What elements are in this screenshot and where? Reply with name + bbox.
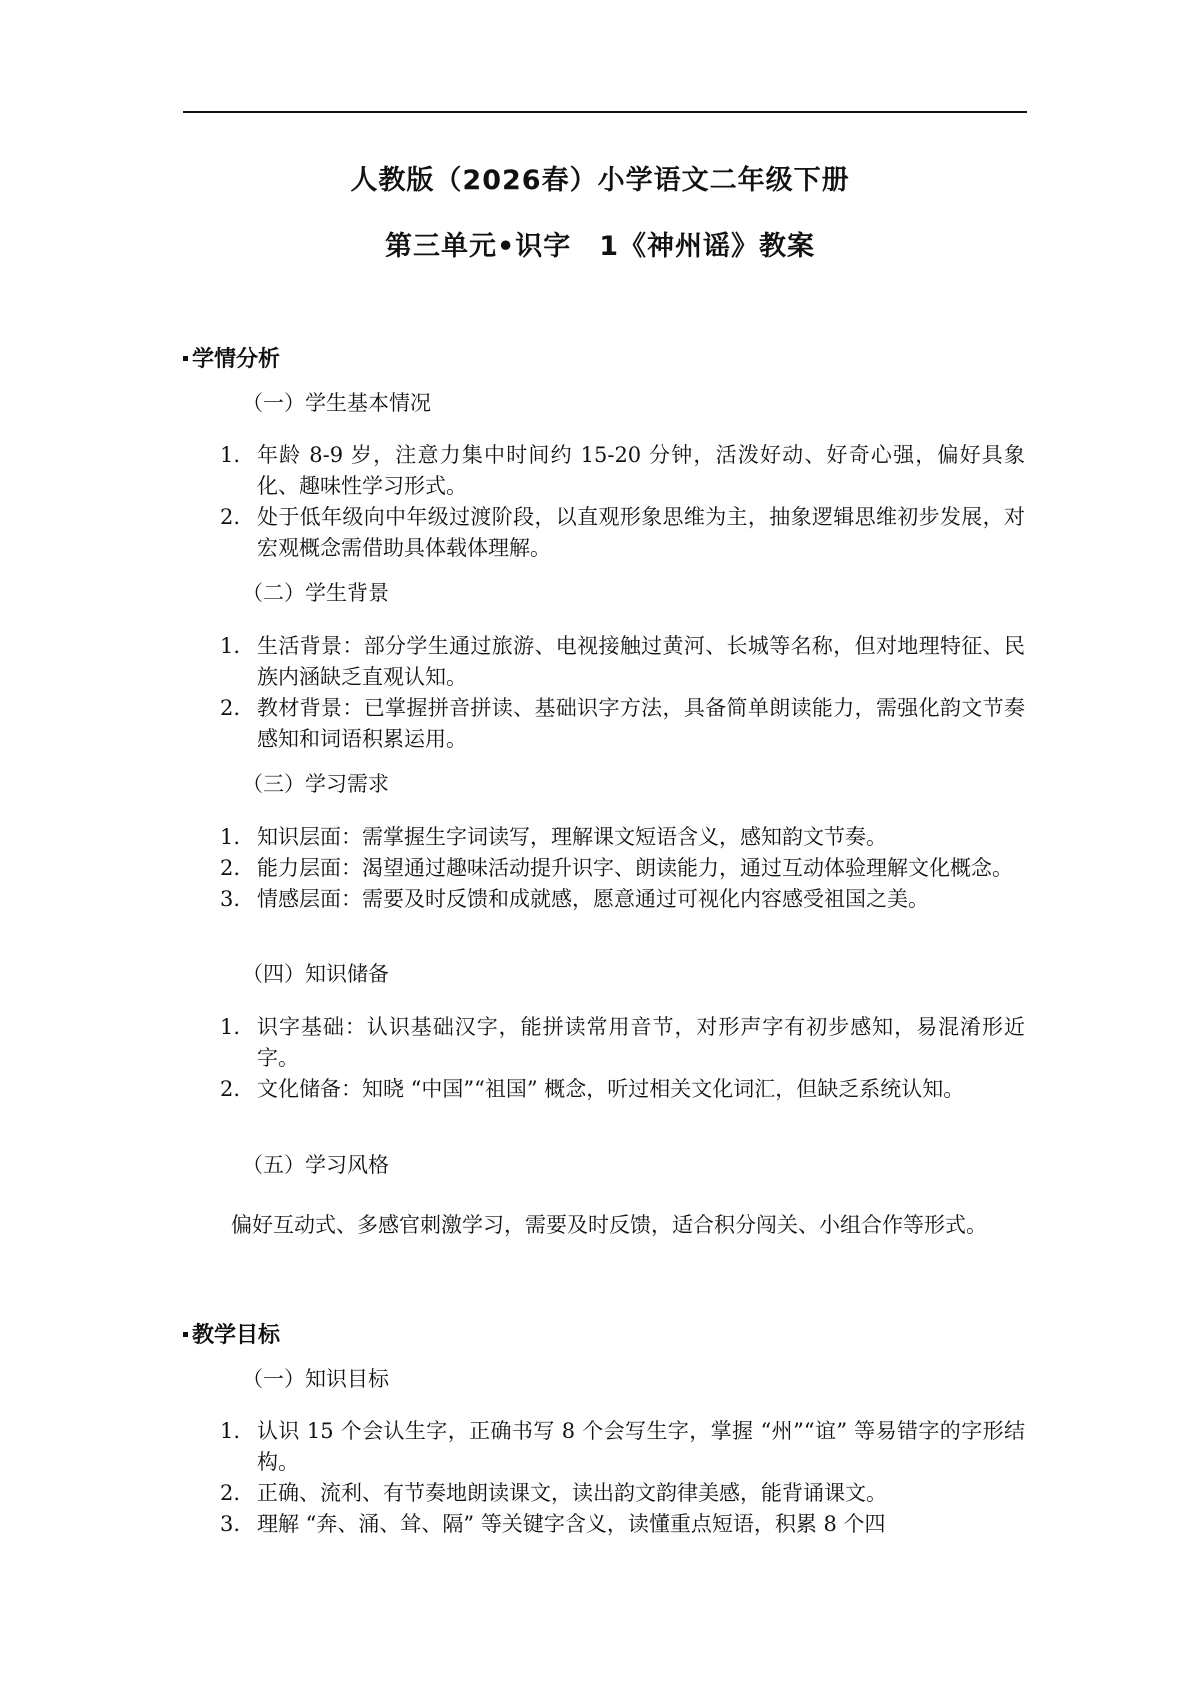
numbered-list: [220, 1012, 1025, 1105]
list-item-text: 认识 15 个会认生字，正确书写 8 个会写生字，掌握 “州”“谊” 等易错字的字形结构。: [257, 1419, 1025, 1474]
paragraph: 偏好互动式、多感官刺激学习，需要及时反馈，适合积分闯关、小组合作等形式。: [231, 1213, 987, 1237]
list-item: [220, 1509, 1025, 1540]
list-number: 1.: [220, 825, 241, 849]
list-number: 2.: [220, 1481, 241, 1505]
numbered-list: [220, 631, 1025, 755]
list-item: [220, 884, 1025, 915]
list-item-text: 年龄 8-9 岁，注意力集中时间约 15-20 分钟，活泼好动、好奇心强，偏好具象化、趣味性学习形式。: [257, 443, 1025, 498]
list-item: [220, 1074, 1025, 1105]
numbered-list: [220, 822, 1025, 915]
list-number: 2.: [220, 696, 241, 720]
list-item-text: 处于低年级向中年级过渡阶段，以直观形象思维为主，抽象逻辑思维初步发展，对宏观概念需借助具体载体理解。: [257, 505, 1025, 560]
document-title: 人教版（2026春）小学语文二年级下册: [350, 165, 850, 196]
subsection-title: （五）学习风格: [242, 1153, 389, 1177]
list-item: [220, 631, 1025, 693]
subsection-title: （一）知识目标: [242, 1367, 389, 1391]
section-heading-text: 教学目标: [192, 1323, 281, 1348]
list-item-text: 知识层面：需掌握生字词读写，理解课文短语含义，感知韵文节奏。: [257, 825, 887, 849]
section-heading-text: 学情分析: [192, 347, 281, 372]
section-heading-goals: [183, 1318, 280, 1349]
list-item: [220, 693, 1025, 755]
subsection-title: （三）学习需求: [242, 772, 389, 796]
list-number: 3.: [220, 887, 241, 911]
list-number: 2.: [220, 505, 241, 529]
list-item: [220, 502, 1025, 564]
list-item: [220, 853, 1025, 884]
list-item-text: 正确、流利、有节奏地朗读课文，读出韵文韵律美感，能背诵课文。: [257, 1481, 887, 1505]
section-heading-analysis: [183, 342, 280, 373]
header-rule: [183, 111, 1027, 113]
numbered-list: [220, 440, 1025, 564]
list-number: 2.: [220, 1077, 241, 1101]
list-item-text: 生活背景：部分学生通过旅游、电视接触过黄河、长城等名称，但对地理特征、民族内涵缺乏直观认知。: [257, 634, 1025, 689]
list-item-text: 文化储备：知晓 “中国”“祖国” 概念，听过相关文化词汇，但缺乏系统认知。: [257, 1077, 965, 1101]
list-item: [220, 440, 1025, 502]
list-item-text: 情感层面：需要及时反馈和成就感，愿意通过可视化内容感受祖国之美。: [257, 887, 929, 911]
list-item-text: 能力层面：渴望通过趣味活动提升识字、朗读能力，通过互动体验理解文化概念。: [257, 856, 1013, 880]
list-item-text: 识字基础：认识基础汉字，能拼读常用音节，对形声字有初步感知，易混淆形近字。: [257, 1015, 1025, 1070]
list-item: [220, 1012, 1025, 1074]
bullet-square-icon: [183, 356, 188, 361]
subsection-title: （四）知识储备: [242, 962, 389, 986]
document-subtitle: 第三单元•识字 1《神州谣》教案: [384, 231, 816, 262]
list-number: 1.: [220, 634, 241, 658]
list-item-text: 教材背景：已掌握拼音拼读、基础识字方法，具备简单朗读能力，需强化韵文节奏感知和词语积累运用。: [257, 696, 1025, 751]
list-number: 2.: [220, 856, 241, 880]
subsection-title: （二）学生背景: [242, 581, 389, 605]
list-number: 1.: [220, 1419, 241, 1443]
list-number: 1.: [220, 443, 241, 467]
subsection-title: （一）学生基本情况: [242, 391, 431, 415]
bullet-square-icon: [183, 1332, 188, 1337]
list-item: [220, 822, 1025, 853]
list-number: 3.: [220, 1512, 241, 1536]
list-number: 1.: [220, 1015, 241, 1039]
numbered-list: [220, 1416, 1025, 1540]
list-item: [220, 1416, 1025, 1478]
list-item-text: 理解 “奔、涌、耸、隔” 等关键字含义，读懂重点短语，积累 8 个四: [257, 1512, 886, 1536]
list-item: [220, 1478, 1025, 1509]
